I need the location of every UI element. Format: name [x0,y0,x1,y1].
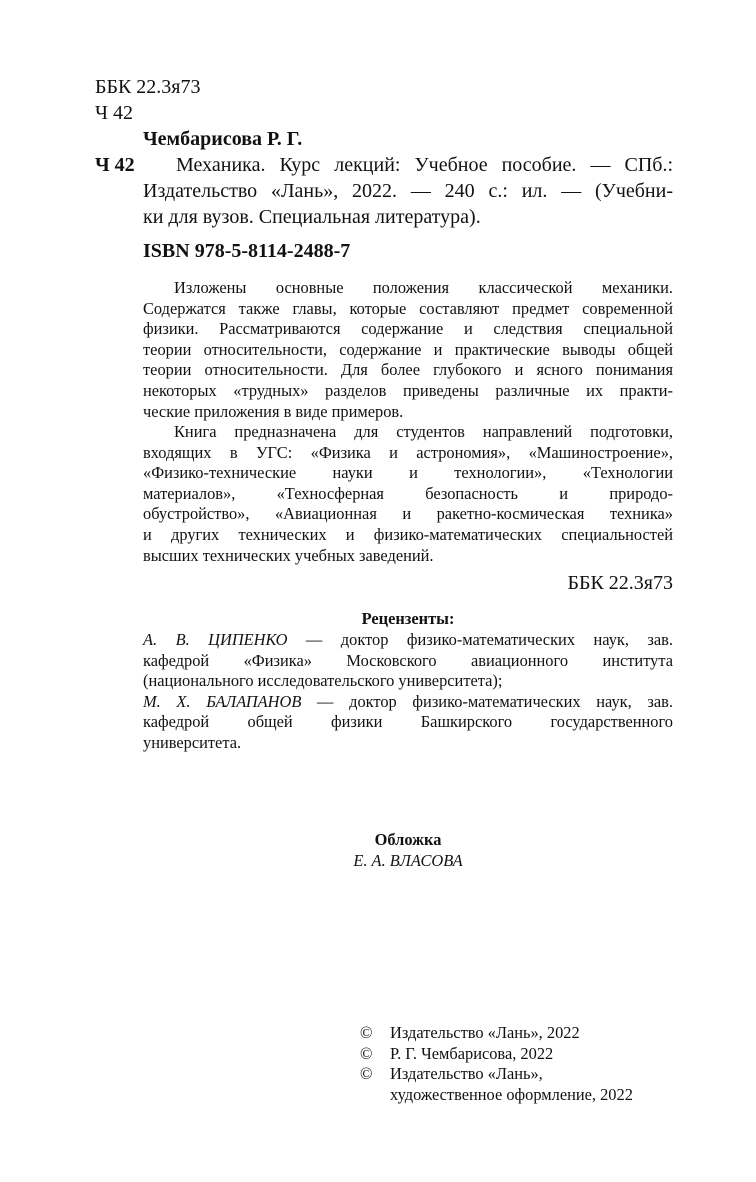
copyright-line-4: художественное оформление, 2022 [390,1084,633,1104]
reviewer-2-name: М. Х. БАЛАПАНОВ [143,691,302,711]
author-index-left: Ч 42 [95,154,135,176]
cover-credit [143,830,673,871]
bbk-code-bottom: ББК 22.3я73 [567,572,673,594]
annotation-paragraph-2: Книга предназначена для студентов направлений подготовки, входящих в УГС: «Физика и астрономия», «Машиностроение», «Физико-технические науки и технологии», «Технологии материалов», «Техносферная безопасность и природо- обустройство», «Авиационная и ракетно-космическая техника» и других технических и физико-математических специальностей высших технических учебных заведений. [143,422,673,565]
reviewers-heading: Рецензенты: [361,609,455,628]
author-index-top: Ч 42 [95,102,133,124]
cover-heading: Обложка [374,830,442,849]
author-name: Чембарисова Р. Г. [143,128,303,150]
bib-line-3: ки для вузов. Специальная литература). [143,206,481,228]
copyright-icon: © [360,1043,373,1063]
bib-line-2: Издательство «Лань», 2022. — 240 с.: ил. — (Учебни- [143,180,673,202]
reviewer-2-line-1: М. Х. БАЛАПАНОВ — доктор физико-математических наук, зав. [143,691,673,711]
reviewer-1-line-1: А. В. ЦИПЕНКО — доктор физико-математических наук, зав. [143,630,674,649]
isbn: ISBN 978-5-8114-2488-7 [143,240,351,262]
copyright-block [360,1023,633,1105]
copyright-line-2: © Р. Г. Чембарисова, 2022 [360,1043,554,1063]
cover-designer: Е. А. ВЛАСОВА [353,850,463,870]
copyright-line-1: © Издательство «Лань», 2022 [360,1023,580,1042]
bib-line-1: Механика. Курс лекций: Учебное пособие. — СПб.: [176,154,673,176]
copyright-icon: © [360,1064,373,1084]
reviewers-list: А. В. ЦИПЕНКО — доктор физико-математических наук, зав. кафедрой «Физика» Московского авиационного института (национального исследовательского университета); М. Х. БАЛАПАНОВ — доктор физико-математических наук, зав. кафедрой общей физики Башкирского государственного университета. [143,630,674,752]
annotation-paragraph-1: Изложены основные положения классической механики. Содержатся также главы, которые составляют предмет современной физики. Рассматриваются содержание и следствия специальной теории относительности, содержание и практические выводы общей теории относительности. Для более глубокого и ясного понимания некоторых «трудных» разделов приведены различные их практи- ческие приложения в виде примеров. [143,278,673,421]
bbk-code-top: ББК 22.3я73 [95,76,201,98]
copyright-line-3: © Издательство «Лань», [360,1064,543,1084]
reviewer-1-name: А. В. ЦИПЕНКО [143,630,288,649]
copyright-icon: © [360,1023,373,1042]
